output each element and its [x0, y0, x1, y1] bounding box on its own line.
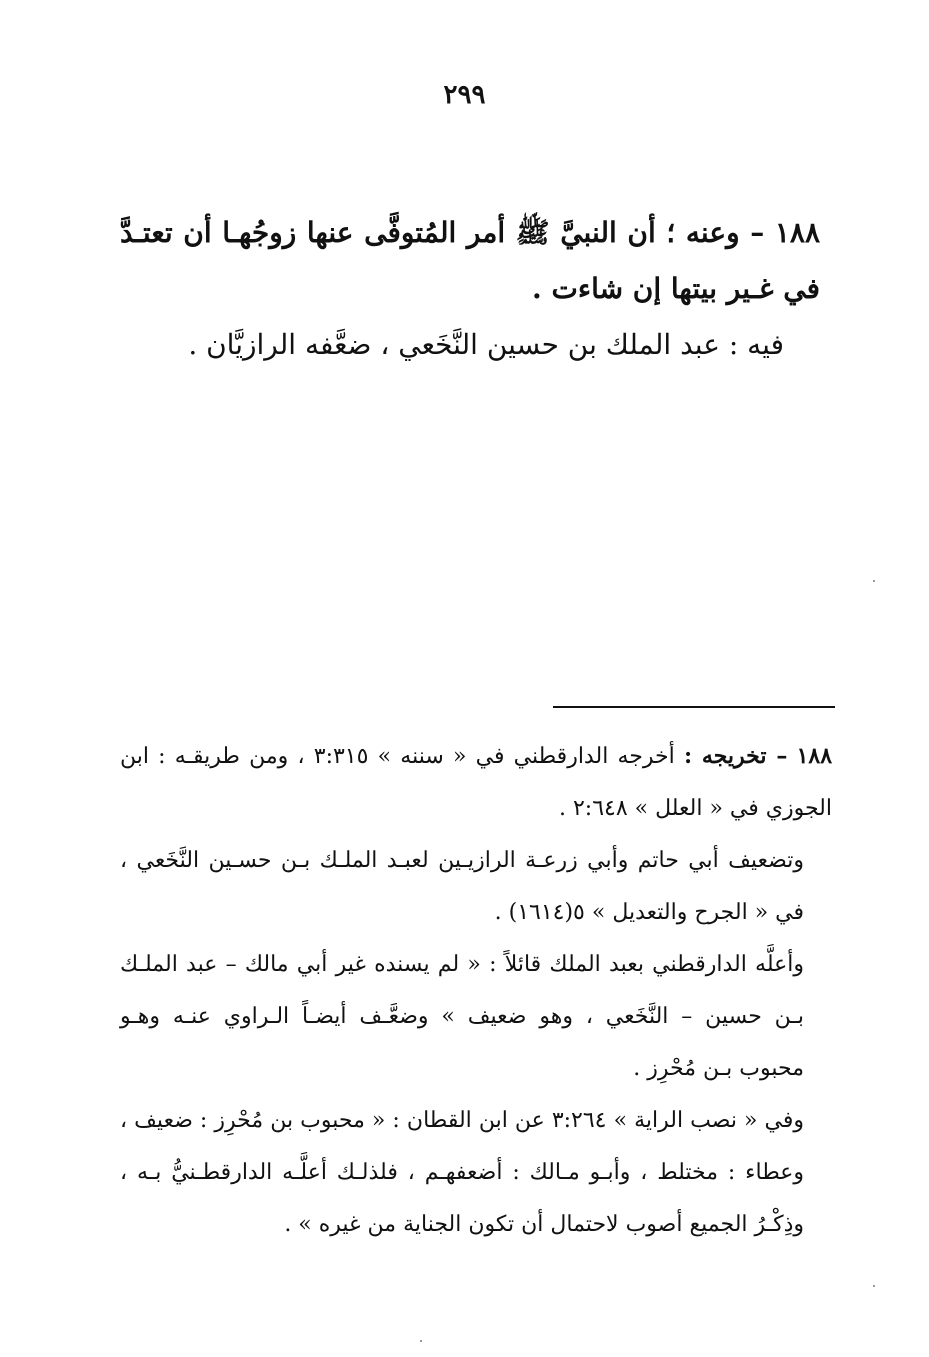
- footnote-number: ١٨٨: [796, 743, 833, 769]
- scan-speck: [873, 580, 875, 582]
- scan-speck: [873, 1285, 875, 1287]
- page-number: ٢٩٩: [443, 80, 486, 110]
- hadith-block: [120, 205, 820, 373]
- footnote-paragraph-4: وفي « نصب الراية » ٣:٢٦٤ عن ابن القطان : « محبوب بن مُحْرِز : ضعيف ، وعطاء : مختلط ، وأبـو مـالك : أضعفهـم ، فلذلـك أعلَّـه الدارقطـنيُّ بـه ، وذِكْـرُ الجميع أصوب لاحتمال أن تكون الجناية من غيره » .: [120, 1108, 804, 1237]
- hadith-number: ١٨٨: [774, 216, 820, 249]
- footnote-text-1: أخرجه الدارقطني في « سننه » ٣:٣١٥ ، ومن طريقـه : ابن الجوزي في « العلل » ٢:٦٤٨ .: [120, 744, 832, 821]
- footnotes-block: [120, 730, 832, 1251]
- footnote-heading: – تخريجه :: [683, 743, 788, 769]
- footnote-divider: [553, 706, 835, 708]
- scan-speck: [420, 1340, 422, 1342]
- footnote-paragraph-1: [120, 730, 832, 835]
- hadith-comment: فيه : عبد الملك بن حسين النَّخَعي ، ضعَّفه الرازيَّان .: [188, 328, 784, 361]
- hadith-paragraph: [120, 205, 820, 317]
- footnote-paragraph-2: وتضعيف أبي حاتم وأبي زرعـة الرازيـين لعبـد الملـك بـن حسـين النَّخَعي ، في « الجرح والتعديل » ٥(١٦١٤) .: [120, 848, 804, 925]
- hadith-text: – وعنه ؛ أن النبيَّ ﷺ أمر المُتوفَّى عنها زوجُهـا أن تعتـدَّ في غـير بيتها إن شاءت .: [120, 216, 820, 305]
- footnote-paragraph-3: وأعلَّه الدارقطني بعبد الملك قائلاً : « لم يسنده غير أبي مالك – عبد الملـك بـن حسين – النَّخَعي ، وهو ضعيف » وضعَّـف أيضـاً الـراوي عنـه وهـو محبوب بـن مُحْرِز .: [120, 952, 804, 1081]
